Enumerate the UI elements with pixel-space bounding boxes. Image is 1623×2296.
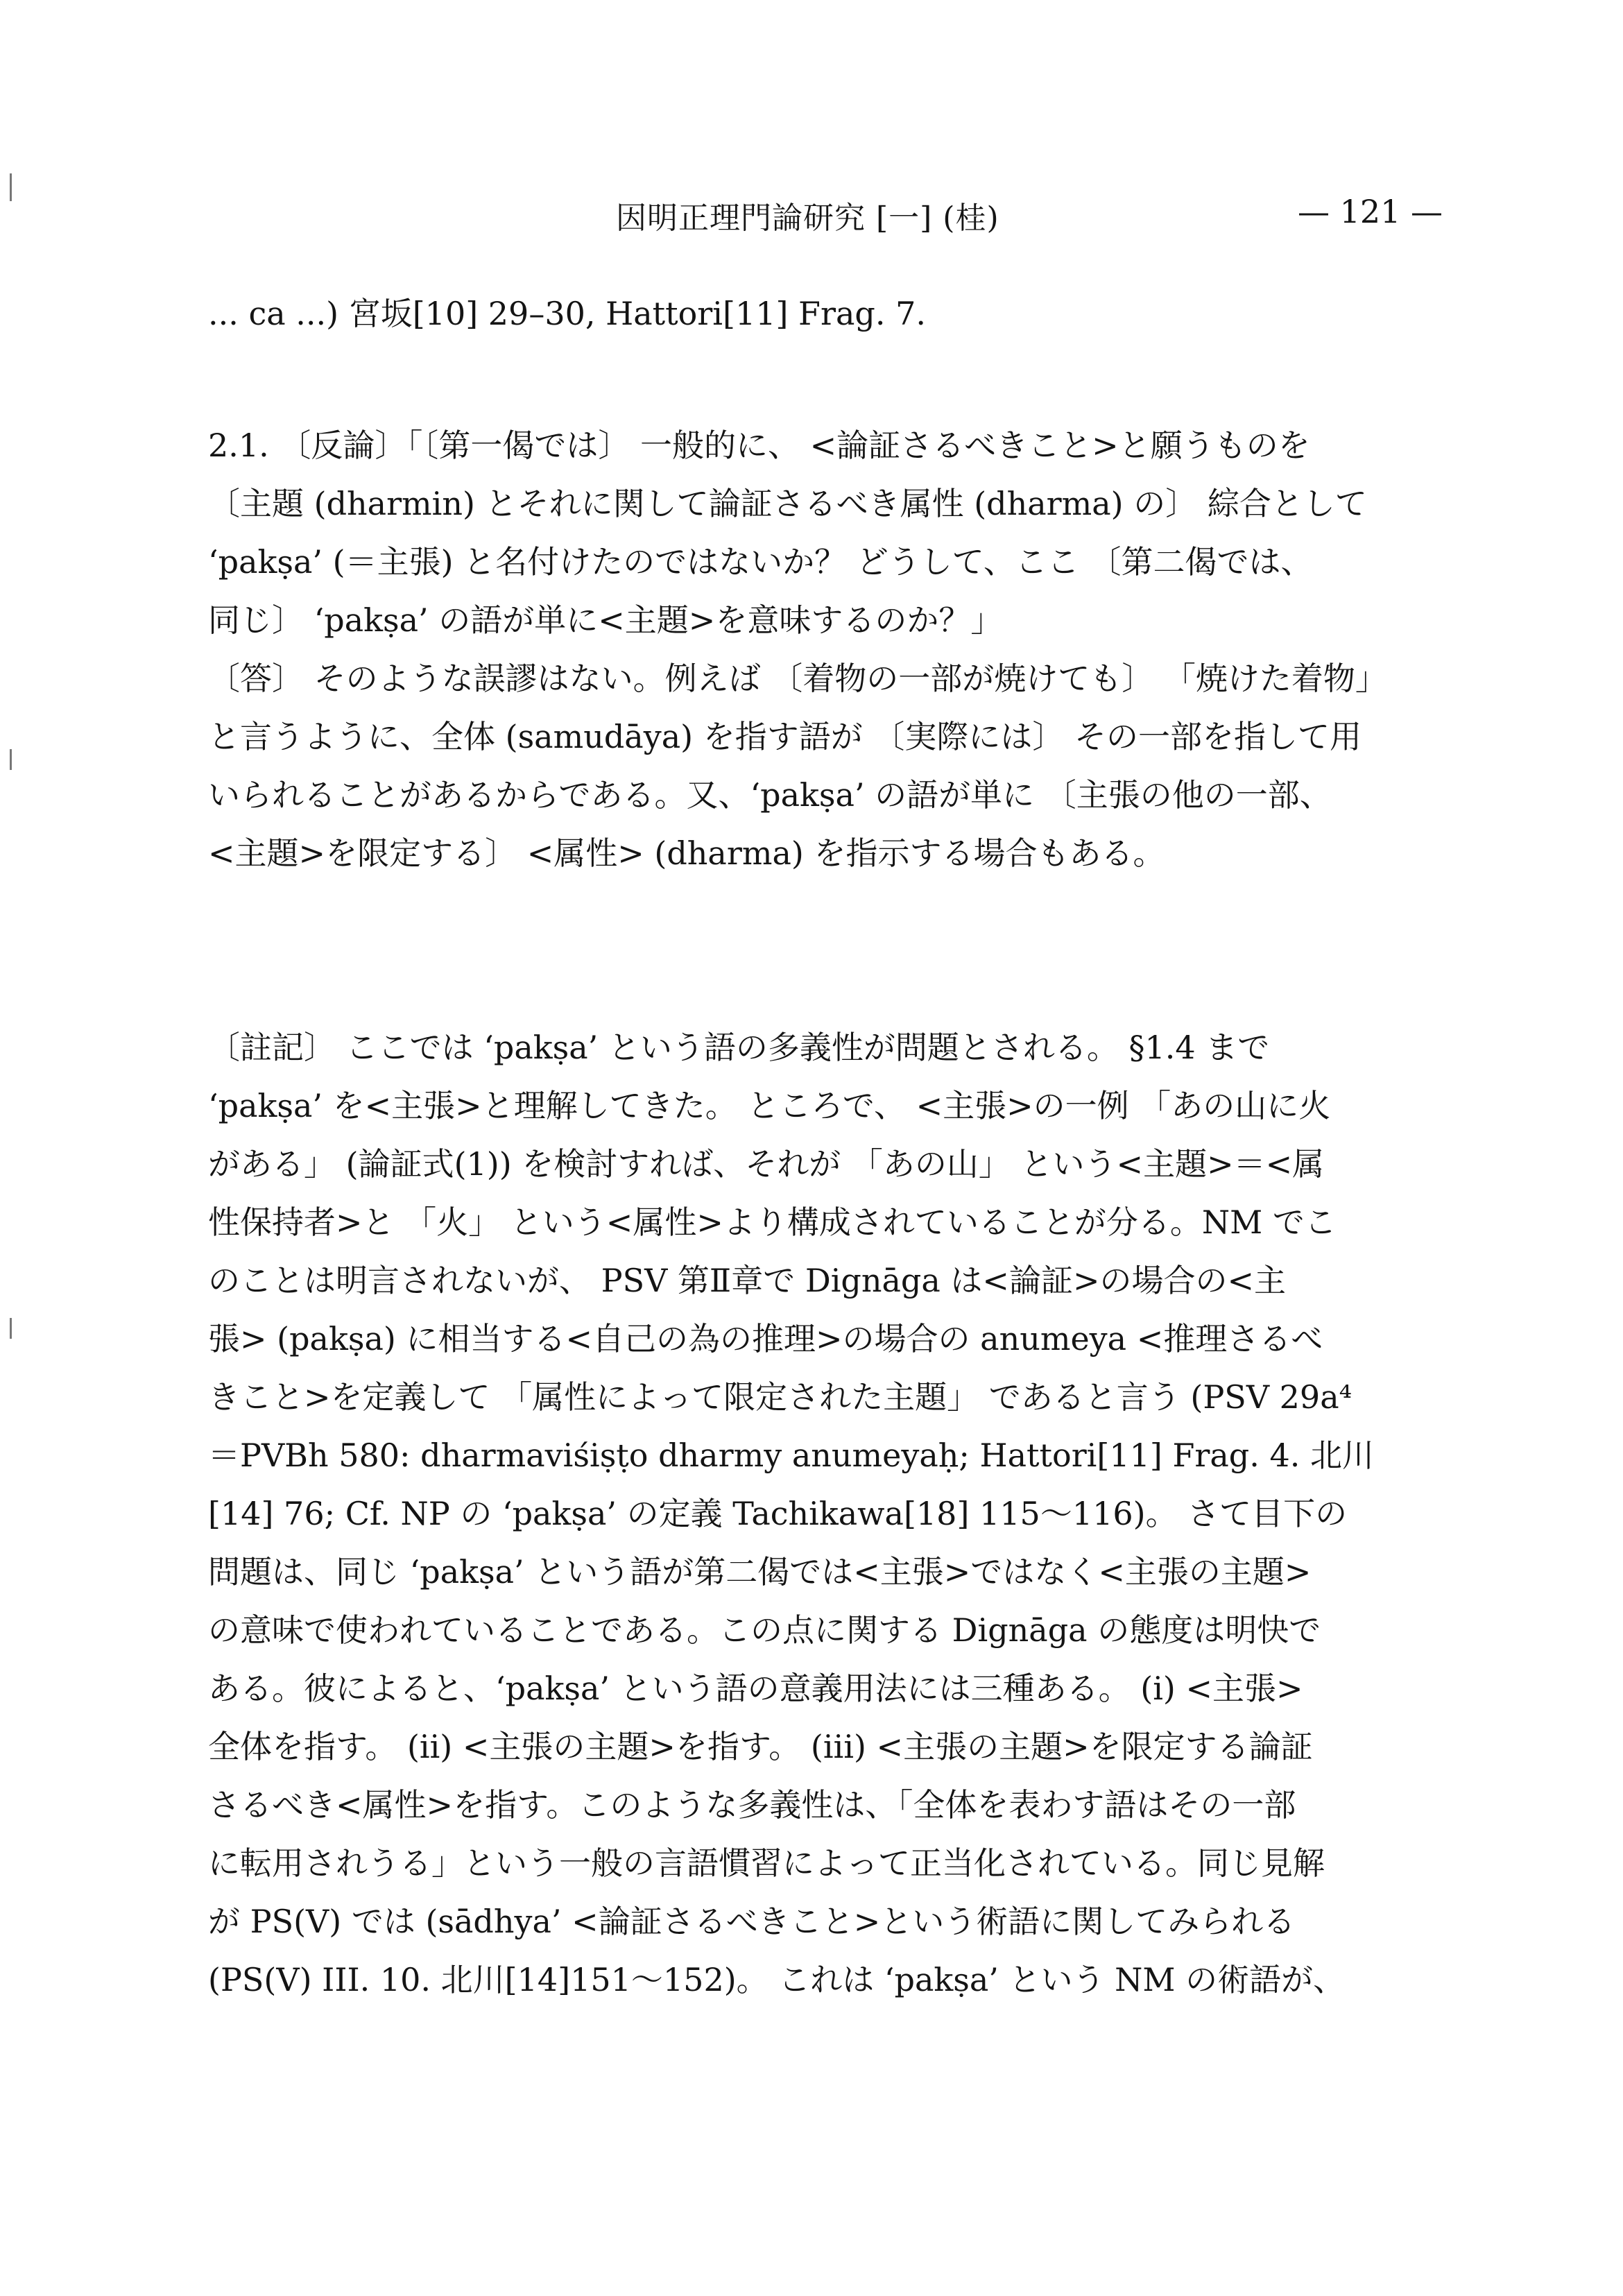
text-line: 張> (pakṣa) に相当する<自己の為の推理>の場合の anumeya <推理さるべ <box>208 1320 1323 1357</box>
text-line: ＝PVBh 580: dharmaviśiṣṭo dharmy anumeyaḥ; Hattori[11] Frag. 4. 北川 <box>208 1437 1374 1474</box>
text-line: 全体を指す。 (ⅱ) <主張の主題>を指す。 (ⅲ) <主張の主題>を限定する論証 <box>208 1728 1313 1765</box>
text-line: いられることがあるからである。又、‘pakṣa’ の語が単に 〔主張の他の一部、 <box>208 776 1332 814</box>
text-line: <主題>を限定する〕 <属性> (dharma) を指示する場合もある。 <box>208 834 1165 872</box>
text-line: 同じ〕 ‘pakṣa’ の語が単に<主題>を意味するのか？」 <box>208 601 1003 639</box>
commentary-block <box>208 1018 1443 2009</box>
page-header <box>208 193 1443 248</box>
text-line: [14] 76; Cf. NP の ‘pakṣa’ の定義 Tachikawa[18] 115～116)。 さて目下の <box>208 1495 1348 1532</box>
text-line: に転用されうる」という一般の言語慣習によって正当化されている。同じ見解 <box>208 1844 1325 1882</box>
text-line: さるべき<属性>を指す。このような多義性は、「全体を表わす語はその一部 <box>208 1786 1296 1824</box>
text-line: が PS(V) では (sādhya’ <論証さるべきこと>という術語に関してみられる <box>208 1903 1296 1940</box>
running-title: 因明正理門論研究 [一] (桂) <box>616 200 999 236</box>
margin-mark <box>10 1318 12 1339</box>
text-line: のことは明言されないが、 PSV 第Ⅱ章で Dignāga は<論証>の場合の<主 <box>208 1262 1287 1299</box>
text-line: ... ca ...) 宮坂[10] 29–30, Hattori[11] Frag. 7. <box>208 295 926 332</box>
margin-mark <box>10 173 12 201</box>
text-line: の意味で使われていることである。この点に関する Dignāga の態度は明快で <box>208 1611 1321 1649</box>
text-line: きこと>を定義して 「属性によって限定された主題」 であると言う (PSV 29a⁴ <box>208 1378 1352 1416</box>
text-line: がある」 (論証式(1)) を検討すれば、それが 「あの山」 という<主題>＝<属 <box>208 1145 1325 1183</box>
text-line: ‘pakṣa’ (＝主張) と名付けたのではないか？ どうして、ここ 〔第二偈では、 <box>208 543 1313 581</box>
text-line: 〔答〕 そのような誤謬はない。例えば 〔着物の一部が焼けても〕 「焼けた着物」 <box>208 660 1387 697</box>
text-line: 性保持者>と 「火」 という<属性>より構成されていることが分る。NM でこ <box>208 1203 1337 1241</box>
text-line: 問題は、同じ ‘pakṣa’ という語が第二偈では<主張>ではなく<主張の主題> <box>208 1553 1312 1591</box>
text-line: ‘pakṣa’ を<主張>と理解してきた。 ところで、 <主張>の一例 「あの山に火 <box>208 1087 1331 1124</box>
text-line: (PS(V) III. 10. 北川[14]151～152)。 これは ‘pakṣa’ という NM の術語が、 <box>208 1961 1346 1998</box>
continuation-line-block <box>208 284 1443 343</box>
text-line: 〔主題 (dharmin) とそれに関して論証さるべき属性 (dharma) の〕 綜合として <box>208 485 1367 522</box>
text-line: と言うように、全体 (samudāya) を指す語が 〔実際には〕 その一部を指して用 <box>208 718 1362 755</box>
text-line: 2.1. 〔反論〕「〔第一偈では〕 一般的に、 <論証さるべきこと>と願うものを <box>208 427 1310 464</box>
text-line: ある。彼によると、‘pakṣa’ という語の意義用法には三種ある。 (ⅰ) <主張> <box>208 1670 1303 1707</box>
section-2-1-block <box>208 416 1443 882</box>
margin-mark <box>10 749 12 770</box>
page-number: — 121 — <box>1297 193 1443 230</box>
text-line: 〔註記〕 ここでは ‘pakṣa’ という語の多義性が問題とされる。 §1.4 まで <box>208 1029 1270 1066</box>
